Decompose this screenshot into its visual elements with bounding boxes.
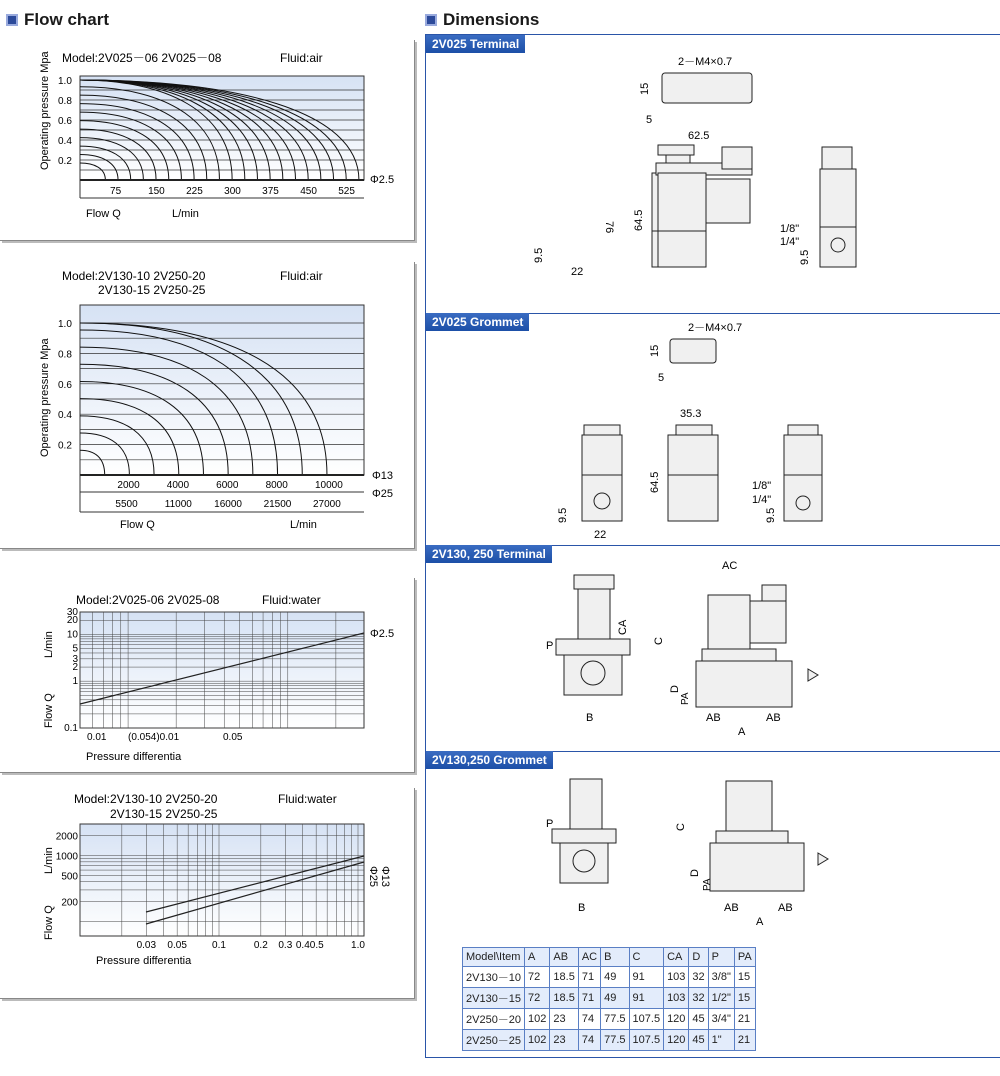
section-2v130-terminal (426, 545, 1000, 752)
x-tick-label: 0.3 (278, 940, 293, 951)
section-2v025-grommet (426, 313, 1000, 546)
chart-water-2v025 (0, 578, 415, 773)
table-cell: 91 (629, 967, 664, 988)
table-cell: 21 (734, 1030, 755, 1051)
dim-64.5: 64.5 (633, 209, 645, 231)
x-tick-label: 21500 (263, 499, 292, 510)
chart-water-2v025-svg (0, 578, 414, 772)
y-tick-label: 0.6 (58, 116, 72, 127)
x-axis-label: Flow Q (120, 519, 155, 531)
y-axis-label: L/min (43, 631, 55, 658)
y-tick-label: 500 (61, 871, 78, 883)
x-tick-label: 16000 (214, 499, 242, 510)
x-tick-label: 11000 (164, 499, 192, 510)
dim-P: P (546, 640, 554, 652)
port-1-8: 1/8" (780, 223, 800, 235)
table-cell: 103 (664, 967, 689, 988)
drawing-2v025-terminal (426, 35, 1000, 313)
x-tick-label: 0.03 (136, 940, 157, 951)
x-tick-label: (0.054)0.01 (128, 732, 180, 743)
series-label-25: Φ25 (372, 488, 394, 500)
x-tick-label: 0.05 (167, 940, 187, 951)
x-tick-label: 0.05 (223, 732, 243, 743)
chart-water-2v130 (0, 788, 415, 999)
series-label: Φ2.5 (370, 628, 395, 640)
table-cell: 32 (689, 967, 708, 988)
dim-thread: 2－M4×0.7 (688, 322, 743, 334)
dim-64.5: 64.5 (649, 471, 661, 493)
table-cell: 72 (525, 988, 550, 1009)
table-cell: 32 (689, 988, 708, 1009)
y-tick-label: 0.2 (58, 440, 72, 452)
x-tick-label: 4000 (166, 480, 190, 491)
table-row (463, 1009, 756, 1030)
x-tick-label: 0.40.5 (295, 940, 324, 951)
y-tick-label: 1.0 (58, 76, 72, 87)
x-unit: L/min (290, 519, 317, 531)
section-title: 2V130, 250 Terminal (426, 545, 552, 563)
drawing-2v130-terminal (426, 545, 1000, 751)
x-axis-label: Pressure differentia (86, 751, 182, 763)
dim-B: B (586, 712, 594, 724)
dimensions-title: Dimensions (443, 10, 540, 29)
table-cell: 18.5 (550, 967, 578, 988)
y-tick-label: 0.8 (58, 96, 72, 107)
y-tick-label: 0.4 (58, 410, 72, 422)
table-cell: PA (734, 948, 755, 967)
table-cell: 107.5 (629, 1009, 664, 1030)
y-axis-label: L/min (43, 847, 55, 874)
dim-D: D (689, 869, 701, 877)
y-tick-label: 0.2 (58, 156, 72, 167)
table-cell: 23 (550, 1009, 578, 1030)
y-tick-label: 1000 (55, 851, 78, 863)
dim-9.5: 9.5 (533, 247, 545, 263)
chart-fluid: Fluid:air (280, 51, 323, 65)
x-tick-label: 10000 (314, 480, 343, 491)
table-cell: 103 (664, 988, 689, 1009)
dim-CA: CA (617, 619, 629, 635)
table-cell: 2V250－25 (463, 1030, 525, 1051)
port-1-4: 1/4" (752, 494, 772, 506)
x-tick-label: 75 (110, 186, 122, 197)
table-cell: 120 (664, 1030, 689, 1051)
chart-title: Model:2V025-06 2V025-08 (76, 593, 220, 607)
port-1-8: 1/8" (752, 480, 772, 492)
y-axis-label: Operating pressure Mpa (39, 51, 51, 170)
chart-air-2v025-svg (0, 40, 414, 240)
table-cell: AC (578, 948, 600, 967)
table-cell: P (708, 948, 734, 967)
x-tick-label: 6000 (216, 480, 239, 491)
table-cell: 1/2" (708, 988, 734, 1009)
x-tick-label: 2000 (117, 480, 140, 491)
table-header-row (463, 948, 756, 967)
flow-chart-header (6, 10, 109, 30)
drawing-2v025-grommet (426, 313, 1000, 545)
x-tick-label: 27000 (312, 499, 341, 510)
chart-title: Model:2V130-10 2V250-20 (62, 269, 206, 283)
table-row (463, 967, 756, 988)
table-cell: 21 (734, 1009, 755, 1030)
dim-AB-left: AB (724, 902, 739, 914)
table-cell: 77.5 (601, 1009, 629, 1030)
x-axis-label: Pressure differentia (96, 955, 192, 967)
table-cell: 1" (708, 1030, 734, 1051)
dim-D: D (669, 685, 681, 693)
table-cell: 120 (664, 1009, 689, 1030)
dim-AB-right: AB (766, 712, 781, 724)
section-title: 2V025 Grommet (426, 313, 529, 331)
table-cell: 74 (578, 1009, 600, 1030)
series-label-25: Φ25 (367, 866, 379, 888)
dim-B: B (578, 902, 586, 914)
chart-fluid: Fluid:water (278, 792, 337, 806)
dim-P: P (546, 818, 554, 830)
y-tick-label: 5 (72, 643, 78, 655)
table-cell: 71 (578, 967, 600, 988)
chart-fluid: Fluid:water (262, 593, 321, 607)
dim-62.5: 62.5 (688, 130, 710, 142)
plot-area (80, 612, 364, 728)
series-label: Φ2.5 (370, 174, 395, 186)
y-tick-label: 2000 (55, 831, 78, 843)
table-cell: 49 (601, 988, 629, 1009)
y-tick-label: 0.1 (64, 723, 78, 734)
flow-chart-title: Flow chart (24, 10, 110, 29)
drawing-2v130-grommet (426, 751, 1000, 931)
dim-AC: AC (722, 560, 738, 572)
dim-PA: PA (702, 878, 713, 891)
y-axis-label: Operating pressure Mpa (39, 338, 51, 457)
table-cell: 2V130－10 (463, 967, 525, 988)
series-label-13: Φ13 (379, 866, 391, 888)
table-row (463, 1030, 756, 1051)
dim-C: C (653, 637, 665, 645)
y-tick-label: 0.6 (58, 379, 72, 391)
dim-5: 5 (658, 372, 665, 384)
table-cell: CA (664, 948, 689, 967)
spec-table (462, 947, 756, 1051)
chart-title: Model:2V025－06 2V025－08 (62, 51, 222, 65)
table-cell: 102 (525, 1009, 550, 1030)
table-row (463, 988, 756, 1009)
table-cell: 74 (578, 1030, 600, 1051)
dim-PA: PA (680, 692, 691, 705)
x-tick-label: 0.2 (253, 940, 268, 951)
chart-air-2v025 (0, 40, 415, 241)
chart-air-2v130-svg (0, 262, 414, 548)
series-label-13: Φ13 (372, 470, 394, 482)
table-cell: D (689, 948, 708, 967)
table-cell: 15 (734, 988, 755, 1009)
dim-22: 22 (571, 266, 584, 278)
table-cell: A (525, 948, 550, 967)
y-axis-label-2: Flow Q (43, 905, 55, 940)
section-title: 2V025 Terminal (426, 35, 525, 53)
chart-title2: 2V130-15 2V250-25 (110, 807, 218, 821)
x-tick-label: 225 (186, 186, 203, 197)
table-cell: 3/4" (708, 1009, 734, 1030)
section-2v025-terminal (426, 35, 1000, 314)
dim-C: C (675, 823, 687, 831)
y-tick-label: 3 (72, 653, 78, 665)
table-cell: 72 (525, 967, 550, 988)
section-title: 2V130,250 Grommet (426, 751, 553, 769)
plot-area (80, 824, 364, 936)
y-tick-label: 0.4 (58, 136, 72, 147)
y-tick-label: 1.0 (58, 319, 72, 330)
x-tick-label: 450 (300, 186, 317, 197)
x-tick-label: 375 (262, 186, 279, 197)
y-tick-label: 20 (66, 615, 78, 627)
table-cell: 77.5 (601, 1030, 629, 1051)
dimensions-panel (425, 34, 1000, 1058)
table-cell: 102 (525, 1030, 550, 1051)
dim-9.5b: 9.5 (765, 507, 777, 523)
y-axis-label-2: Flow Q (43, 693, 55, 728)
chart-air-2v130 (0, 262, 415, 549)
table-cell: B (601, 948, 629, 967)
y-tick-label: 200 (61, 897, 78, 909)
y-tick-label: 30 (66, 607, 78, 618)
table-cell: C (629, 948, 664, 967)
dimensions-header (425, 10, 539, 30)
dim-15: 15 (649, 344, 661, 357)
dim-A: A (756, 916, 764, 928)
dim-35.3: 35.3 (680, 408, 702, 420)
port-1-4: 1/4" (780, 236, 800, 248)
table-cell: 2V250－20 (463, 1009, 525, 1030)
table-cell: 3/8" (708, 967, 734, 988)
dim-9.5b: 9.5 (799, 249, 811, 265)
x-axis-label: Flow Q (86, 208, 121, 220)
table-cell: 15 (734, 967, 755, 988)
x-unit: L/min (172, 208, 199, 220)
dim-AB-right: AB (778, 902, 793, 914)
table-cell: Model\Item (463, 948, 525, 967)
bullet-icon (6, 14, 18, 26)
chart-water-2v130-svg (0, 788, 414, 998)
bullet-icon (425, 14, 437, 26)
x-tick-label: 0.1 (212, 940, 226, 951)
dim-A: A (738, 726, 746, 738)
dim-thread: 2－M4×0.7 (678, 56, 733, 68)
dim-9.5: 9.5 (557, 507, 569, 523)
dim-76: 76 (603, 221, 615, 234)
table-cell: 2V130－15 (463, 988, 525, 1009)
x-tick-label: 8000 (265, 480, 288, 491)
table-cell: 45 (689, 1009, 708, 1030)
chart-fluid: Fluid:air (280, 269, 323, 283)
chart-title2: 2V130-15 2V250-25 (98, 283, 206, 297)
y-tick-label: 0.8 (58, 349, 72, 361)
x-tick-label: 1.0 (351, 940, 365, 951)
dim-22: 22 (594, 529, 607, 541)
x-tick-label: 300 (224, 186, 241, 197)
y-tick-label: 10 (66, 629, 78, 641)
y-tick-label: 1 (72, 676, 78, 688)
x-tick-label: 0.01 (87, 732, 107, 743)
table-cell: 71 (578, 988, 600, 1009)
table-cell: 23 (550, 1030, 578, 1051)
table-cell: 91 (629, 988, 664, 1009)
x-tick-label: 5500 (115, 499, 138, 510)
table-cell: 18.5 (550, 988, 578, 1009)
y-tick-label: 2 (72, 662, 78, 674)
table-cell: 45 (689, 1030, 708, 1051)
chart-title: Model:2V130-10 2V250-20 (74, 792, 218, 806)
dim-5: 5 (646, 114, 653, 126)
dim-AB-left: AB (706, 712, 721, 724)
dim-15: 15 (639, 82, 651, 95)
table-cell: 49 (601, 967, 629, 988)
x-tick-label: 150 (148, 186, 165, 197)
table-cell: 107.5 (629, 1030, 664, 1051)
table-cell: AB (550, 948, 578, 967)
x-tick-label: 525 (338, 186, 355, 197)
